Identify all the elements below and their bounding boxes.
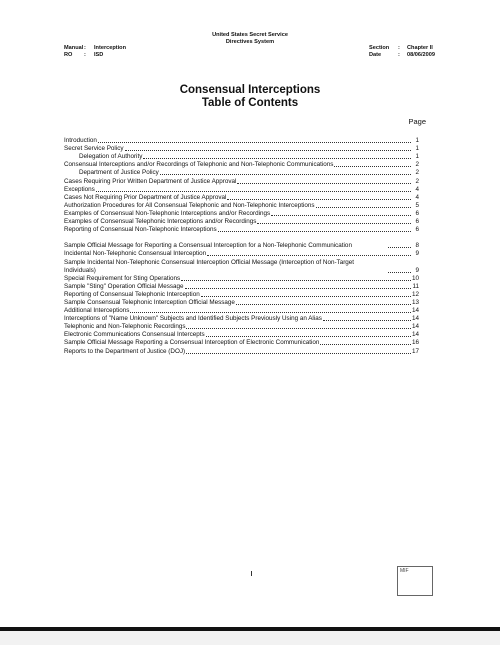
toc-entry-page: 2 [415,169,419,177]
toc-entry-page: 14 [412,307,420,315]
toc-entry[interactable] [64,315,419,323]
toc-entry[interactable] [64,202,419,210]
document-title: Consensual Interceptions [179,84,321,96]
toc-entry-title: Consensual Interceptions and/or Recordings of Telephonic and Non-Telephonic Communications [64,161,334,169]
agency-name: United States Secret Service [212,32,288,38]
toc-entry-page: 8 [415,242,419,250]
toc-entry-page: 13 [412,298,420,306]
ro-value: ISD [94,52,104,58]
toc-entry-page: 9 [415,250,419,258]
dot-leader [388,272,411,273]
toc-entry-page: 1 [415,137,419,145]
section-key: Section [369,45,390,51]
toc-entry-page: 5 [415,201,419,209]
toc-entry-page: 10 [412,274,420,282]
toc-entry-title: Sample Official Message Reporting a Consensual Interception of Electronic Communication [64,339,320,347]
toc-entry-title: Interceptions of "Name Unknown" Subjects and Identified Subjects Previously Using an Alias [64,315,322,323]
dot-leader [160,174,411,175]
toc-entry[interactable] [64,234,419,250]
toc-entry-page: 1 [415,145,419,153]
dot-leader [320,344,411,345]
toc-entry[interactable] [64,145,419,153]
dot-leader [186,328,411,329]
toc-entry[interactable] [64,275,419,283]
sep: : [398,52,400,58]
dot-leader [207,255,411,256]
dot-leader [218,231,411,232]
toc-entry-title: Authorization Procedures for All Consensual Telephonic and Non-Telephonic Interceptions [64,201,315,209]
dot-leader [98,142,411,143]
page-number-mark [251,571,252,576]
toc-entry-title: Sample Official Message for Reporting a Consensual Interception for a Non-Telephonic Communication [64,242,352,250]
toc-entry-title: Delegation of Authority [79,153,143,161]
dot-leader [334,166,411,167]
toc-entry[interactable] [64,291,419,299]
dot-leader [186,353,411,354]
toc-entry-page: 14 [412,331,420,339]
toc-entry-title: Reports to the Department of Justice (DOJ) [64,347,186,355]
toc-entry[interactable] [64,186,419,194]
scan-margin [0,631,500,645]
sep: : [84,52,86,58]
toc-entry-title: Examples of Consensual Non-Telephonic Interceptions and/or Recordings [64,209,271,217]
toc-entry-page: 14 [412,315,420,323]
dot-leader [323,320,411,321]
toc-entry-title: Incidental Non-Telephonic Consensual Interception [64,250,207,258]
dot-leader [96,191,411,192]
toc-entry-page: 11 [412,282,419,290]
manual-key: Manual [64,45,84,51]
toc-entry[interactable] [64,194,419,202]
ro-key: RO [64,52,73,58]
toc-entry[interactable] [64,299,419,307]
dot-leader [125,150,412,151]
toc-entry-title: Reporting of Consensual Telephonic Interception [64,290,200,298]
toc-entry[interactable] [64,258,419,274]
toc-entry[interactable] [64,218,419,226]
table-of-contents [64,137,419,356]
toc-entry-title: Sample Consensual Telephonic Interception Official Message [64,298,235,306]
toc-entry-page: 2 [415,177,419,185]
toc-entry[interactable] [64,307,419,315]
toc-entry-title: Cases Not Requiring Prior Department of Justice Approval [64,193,227,201]
manual-value: Interception [94,45,127,51]
dot-leader [185,288,411,289]
toc-entry[interactable] [64,339,419,347]
dot-leader [181,280,411,281]
manual-row [64,45,126,52]
dot-leader [130,312,411,313]
page-column-label: Page [408,117,426,126]
toc-entry[interactable] [64,283,419,291]
toc-entry[interactable] [64,161,419,169]
toc-entry-title: Exceptions [64,185,95,193]
toc-entry[interactable] [64,210,419,218]
toc-entry-title: Additional Interceptions [64,307,130,315]
dot-leader [271,215,411,216]
toc-entry-page: 2 [415,161,419,169]
toc-entry-page: 14 [412,323,420,331]
toc-entry-page: 16 [412,339,420,347]
toc-entry[interactable] [64,177,419,185]
dot-leader [236,304,411,305]
sep: : [398,45,400,51]
section-value: Chapter II [407,45,433,51]
toc-entry-page: 4 [415,193,419,201]
toc-entry[interactable] [64,226,419,234]
toc-entry[interactable] [64,153,419,161]
toc-entry-page: 6 [415,218,419,226]
toc-entry[interactable] [64,169,419,177]
toc-entry-page: 6 [415,226,419,234]
ro-row [64,52,103,59]
toc-entry-page: 6 [415,209,419,217]
sep: : [84,45,86,51]
stamp-box [397,566,433,596]
toc-entry-page: 4 [415,185,419,193]
toc-entry-title: Special Requirement for Sting Operations [64,274,181,282]
date-value: 08/06/2009 [407,52,435,58]
toc-entry-title: Sample "Sting" Operation Official Message [64,282,184,290]
toc-entry[interactable] [64,137,419,145]
stamp-text: MIF [400,568,409,574]
toc-entry[interactable] [64,347,419,355]
date-key: Date [369,52,382,58]
dot-leader [388,247,411,248]
toc-entry-title: Telephonic and Non-Telephonic Recordings [64,323,186,331]
toc-entry-title: Reporting of Consensual Non-Telephonic Interceptions [64,226,217,234]
dot-leader [237,183,411,184]
dot-leader [316,207,411,208]
toc-entry[interactable] [64,331,419,339]
toc-entry-title: Examples of Consensual Telephonic Interceptions and/or Recordings [64,218,257,226]
toc-entry-page: 12 [412,290,420,298]
toc-entry[interactable] [64,323,419,331]
dot-leader [206,336,411,337]
toc-entry-title: Secret Service Policy [64,145,124,153]
dot-leader [227,199,411,200]
toc-entry-page: 17 [412,347,420,355]
toc-entry[interactable] [64,250,419,258]
toc-entry-page: 9 [415,266,419,274]
document-subtitle: Table of Contents [201,97,299,109]
dot-leader [143,158,411,159]
dot-leader [257,223,411,224]
date-row [369,52,435,59]
toc-entry-title: Electronic Communications Consensual Intercepts [64,331,205,339]
toc-entry-page: 1 [415,153,419,161]
system-name: Directives System [225,39,275,45]
dot-leader [201,296,411,297]
toc-entry-title: Department of Justice Policy [79,169,159,177]
toc-entry-title: Sample Incidental Non-Telephonic Consensual Interception Official Message (Interception of Non-Target Individuals) [64,258,355,274]
section-row [369,45,433,52]
toc-entry-title: Cases Requiring Prior Written Department of Justice Approval [64,177,237,185]
toc-entry-title: Introduction [64,137,97,145]
